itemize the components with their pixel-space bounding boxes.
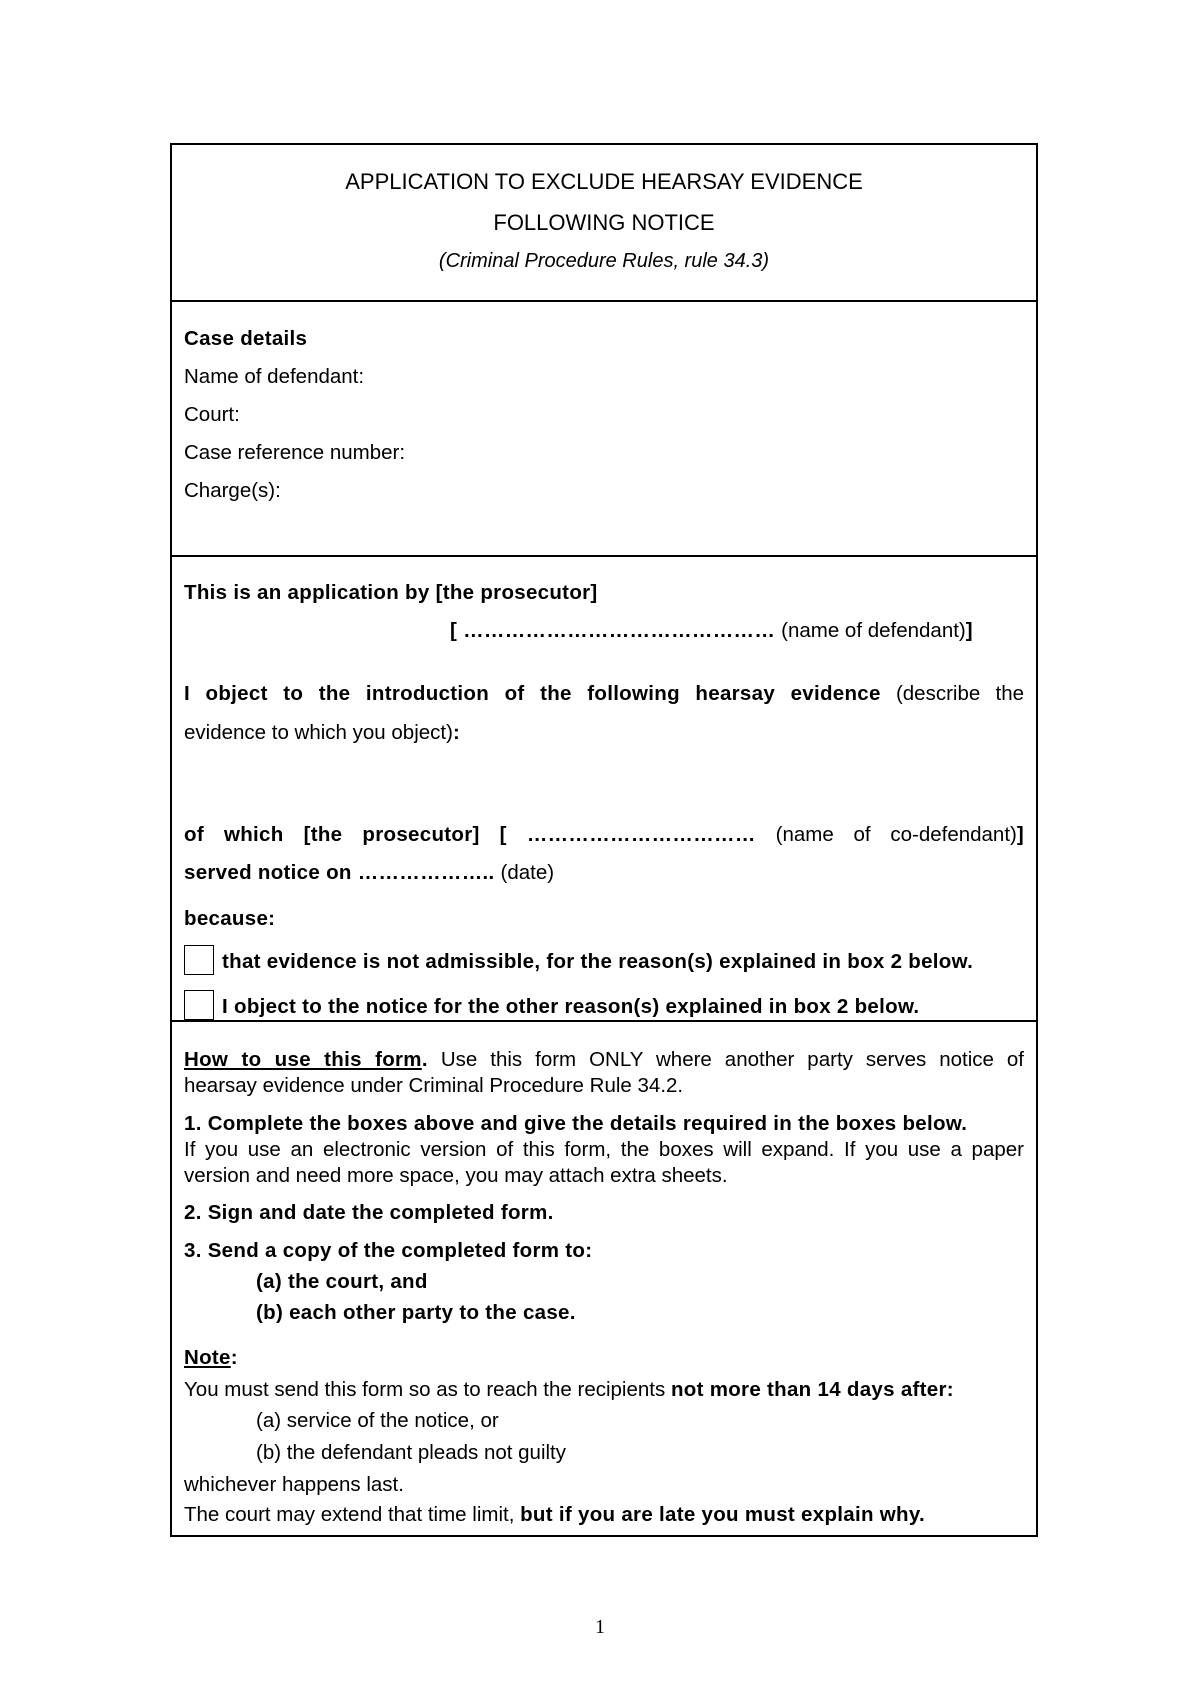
case-details-heading: Case details — [184, 327, 308, 350]
objection-statement: I object to the introduction of the following hearsay evidence — [184, 682, 881, 705]
rule-reference: (Criminal Procedure Rules, rule 34.3) — [438, 250, 770, 272]
application-box — [172, 557, 1036, 1022]
note-whichever: whichever happens last. — [184, 1473, 404, 1496]
codefendant-close: ] — [1016, 823, 1024, 846]
note-colon: : — [230, 1346, 238, 1369]
served-date-hint: (date) — [500, 861, 555, 884]
served-notice-line[interactable] — [184, 861, 1024, 885]
reason-2-checkbox[interactable] — [184, 990, 214, 1020]
title-box — [172, 145, 1036, 302]
note-extend-line — [184, 1503, 1024, 1527]
step-3a: (a) the court, and — [256, 1270, 428, 1293]
objection-line — [184, 682, 1024, 706]
served-notice-statement: served notice on ……………….. — [184, 861, 501, 884]
step-1-heading: 1. Complete the boxes above and give the details required in the boxes below. — [184, 1112, 968, 1135]
page-number: 1 — [595, 1616, 605, 1638]
defendant-name-close: ] — [965, 619, 973, 642]
application-form — [170, 143, 1038, 1537]
defendant-name-line[interactable] — [450, 619, 1024, 643]
step-3b: (b) each other party to the case. — [256, 1301, 576, 1324]
how-to-use-line — [184, 1048, 1024, 1072]
note-late-warning: but if you are late you must explain why. — [520, 1503, 926, 1526]
objection-line-2[interactable] — [184, 721, 1024, 745]
step-3: 3. Send a copy of the completed form to: — [184, 1239, 593, 1262]
objection-colon: : — [452, 721, 461, 744]
form-title: APPLICATION TO EXCLUDE HEARSAY EVIDENCE — [345, 169, 863, 194]
note-deadline-line — [184, 1378, 1024, 1402]
how-to-use-text-2: hearsay evidence under Criminal Procedure Rule 34.2. — [184, 1074, 684, 1097]
court-label[interactable]: Court: — [184, 403, 240, 426]
objection-hint-start: (describe the — [880, 682, 1024, 705]
defendant-name-blank: [ ……………………………………… — [450, 619, 782, 642]
note-option-b: (b) the defendant pleads not guilty — [256, 1441, 566, 1464]
of-which-statement: of which [the prosecutor] [ …………………………… — [184, 823, 776, 846]
objection-hint-end: evidence to which you object) — [184, 721, 453, 744]
codefendant-hint: (name of co-defendant) — [775, 823, 1017, 846]
note-option-a: (a) service of the notice, or — [256, 1409, 499, 1432]
defendant-name-label[interactable]: Name of defendant: — [184, 365, 365, 388]
defendant-name-hint: (name of defendant) — [781, 619, 966, 642]
note-heading: Note — [184, 1346, 231, 1369]
step-1-text-2: version and need more space, you may attach extra sheets. — [184, 1164, 728, 1187]
application-intro: This is an application by [the prosecutor] — [184, 581, 598, 604]
how-to-use-text: Use this form ONLY where another party serves notice of — [427, 1048, 1024, 1071]
because-label: because: — [184, 907, 276, 930]
reason-1-label: that evidence is not admissible, for the reason(s) explained in box 2 below. — [222, 950, 974, 973]
reason-1-checkbox[interactable] — [184, 945, 214, 975]
case-reference-label[interactable]: Case reference number: — [184, 441, 406, 464]
form-subtitle: FOLLOWING NOTICE — [493, 210, 715, 235]
note-deadline: not more than 14 days after: — [670, 1378, 954, 1401]
step-1-text-1: If you use an electronic version of this form, the boxes will expand. If you use a paper — [184, 1138, 1024, 1161]
of-which-line[interactable] — [184, 823, 1024, 847]
note-extend-text: The court may extend that time limit, — [184, 1503, 521, 1526]
case-details-box — [172, 302, 1036, 557]
instructions-box — [172, 1022, 1036, 1535]
note-heading-line — [184, 1346, 1024, 1370]
reason-2-label: I object to the notice for the other reason(s) explained in box 2 below. — [222, 995, 920, 1018]
step-2: 2. Sign and date the completed form. — [184, 1201, 554, 1224]
how-to-use-dot: . — [421, 1048, 428, 1071]
how-to-use-heading: How to use this form — [184, 1048, 422, 1071]
note-text: You must send this form so as to reach the recipients — [184, 1378, 671, 1401]
charges-label[interactable]: Charge(s): — [184, 479, 281, 502]
